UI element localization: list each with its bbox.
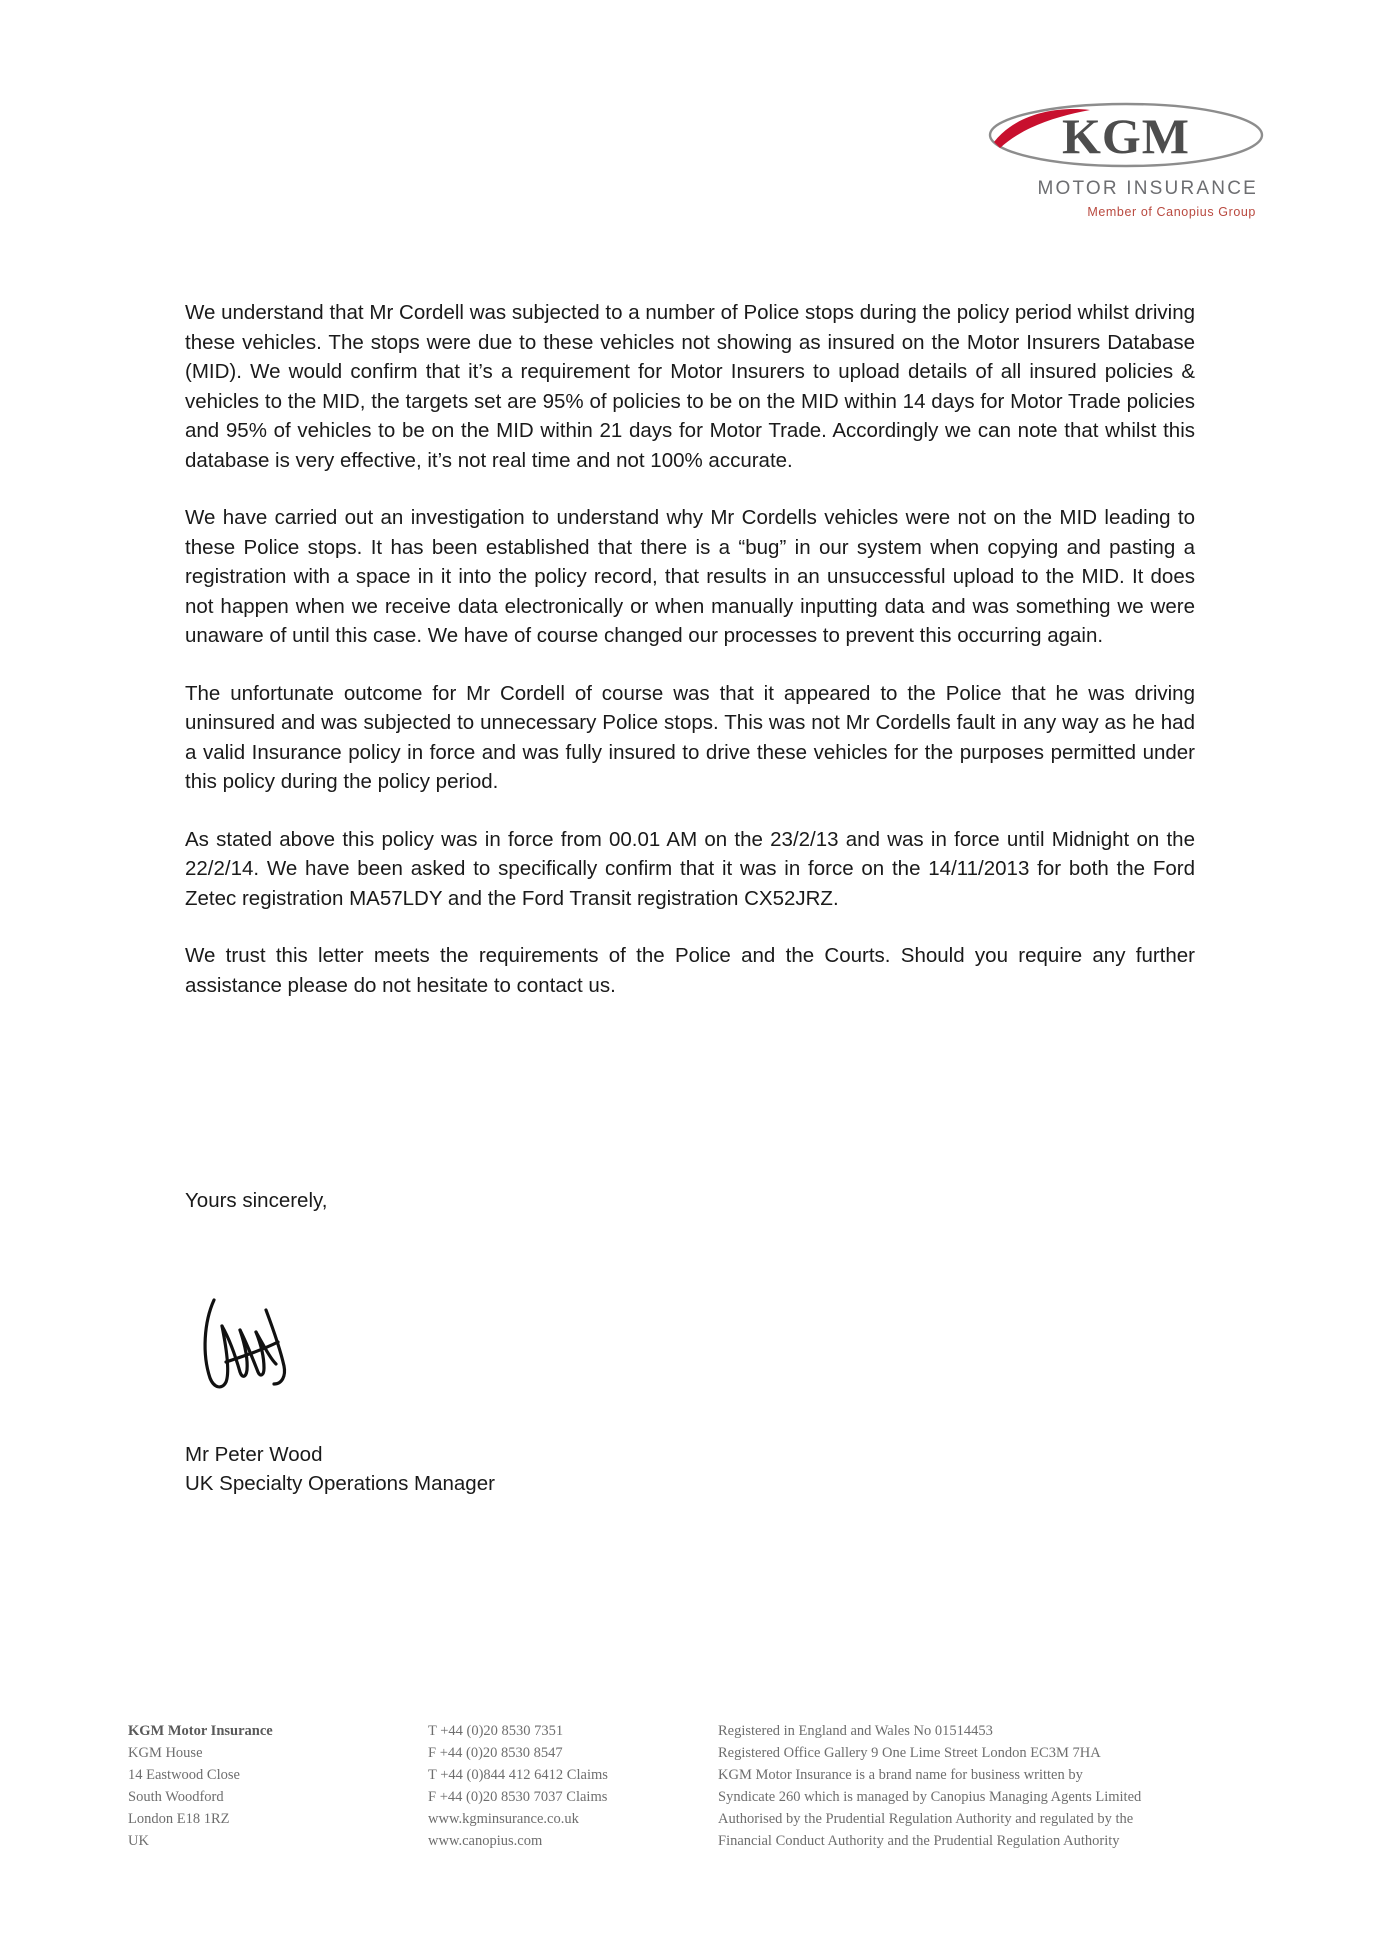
- footer-line: KGM Motor Insurance is a brand name for business written by: [718, 1767, 1083, 1783]
- footer-legal-column: [718, 1720, 1268, 1852]
- footer-line: T +44 (0)844 412 6412 Claims: [428, 1767, 608, 1783]
- footer-line: KGM Motor Insurance: [128, 1723, 273, 1739]
- paragraph-4: As stated above this policy was in force from 00.01 AM on the 23/2/13 and was in force until Midnight on the 22/2/14. We have been asked to specifically confirm that it was in force on the 14/11/2013 for both the Ford Zetec registration MA57LDY and the Ford Transit registration CX52JRZ.: [185, 827, 1195, 910]
- footer-address-column: [128, 1720, 428, 1852]
- handwritten-signature-icon: [196, 1292, 316, 1402]
- kgm-logo-icon: [986, 96, 1266, 174]
- footer-contact-column: [428, 1720, 718, 1852]
- footer-line: UK: [128, 1833, 149, 1849]
- signer-name: Mr Peter Wood: [185, 1443, 323, 1466]
- footer-line: F +44 (0)20 8530 8547: [428, 1745, 563, 1761]
- letterhead: [966, 96, 1266, 219]
- footer-line: Registered Office Gallery 9 One Lime Street London EC3M 7HA: [718, 1745, 1101, 1761]
- footer-line: 14 Eastwood Close: [128, 1767, 240, 1783]
- footer-line: Authorised by the Prudential Regulation Authority and regulated by the: [718, 1811, 1134, 1827]
- letter-body: [185, 298, 1195, 1000]
- kgm-logo: [986, 96, 1266, 174]
- footer-line: Financial Conduct Authority and the Prudential Regulation Authority: [718, 1833, 1120, 1849]
- signer-block: [185, 1440, 495, 1498]
- footer-line: KGM House: [128, 1745, 203, 1761]
- footer-website-canopius[interactable]: www.canopius.com: [428, 1833, 543, 1849]
- signoff: Yours sincerely,: [185, 1189, 328, 1212]
- footer: [128, 1720, 1268, 1852]
- footer-line: Syndicate 260 which is managed by Canopius Managing Agents Limited: [718, 1789, 1142, 1805]
- paragraph-2: We have carried out an investigation to understand why Mr Cordells vehicles were not on the MID leading to these Police stops. It has been established that there is a “bug” in our system when copying and pasting a registration with a space in it into the policy record, that results in an unsuccessful upload to the MID. It does not happen when we receive data electronically or when manually inputting data and was something we were unaware of until this case. We have of course changed our processes to prevent this occurring again.: [185, 506, 1195, 647]
- svg-text:KGM: KGM: [1062, 108, 1190, 164]
- footer-line: South Woodford: [128, 1789, 224, 1805]
- paragraph-3: The unfortunate outcome for Mr Cordell of course was that it appeared to the Police that he was driving uninsured and was subjected to unnecessary Police stops. This was not Mr Cordells fault in any way as he had a valid Insurance policy in force and was fully insured to drive these vehicles for the purposes permitted under this policy during the policy period.: [185, 681, 1195, 793]
- paragraph-1: We understand that Mr Cordell was subjected to a number of Police stops during the policy period whilst driving these vehicles. The stops were due to these vehicles not showing as insured on the Motor Insurers Database (MID). We would confirm that it’s a requirement for Motor Insurers to upload details of all insured policies & vehicles to the MID, the targets set are 95% of policies to be on the MID within 14 days for Motor Trade policies and 95% of vehicles to be on the MID within 21 days for Motor Trade. Accordingly we can note that whilst this database is very effective, it’s not real time and not 100% accurate.: [185, 301, 1195, 472]
- paragraph-5: We trust this letter meets the requirements of the Police and the Courts. Should you require any further assistance please do not hesitate to contact us.: [185, 944, 1195, 997]
- footer-line: T +44 (0)20 8530 7351: [428, 1723, 564, 1739]
- footer-line: London E18 1RZ: [128, 1811, 230, 1827]
- footer-line: Registered in England and Wales No 01514453: [718, 1723, 993, 1739]
- footer-website-kgm[interactable]: www.kgminsurance.co.uk: [428, 1811, 579, 1827]
- footer-line: F +44 (0)20 8530 7037 Claims: [428, 1789, 608, 1805]
- signer-title: UK Specialty Operations Manager: [185, 1472, 495, 1495]
- letterhead-member-line: Member of Canopius Group: [1087, 205, 1256, 219]
- letterhead-subtitle: MOTOR INSURANCE: [1037, 178, 1258, 199]
